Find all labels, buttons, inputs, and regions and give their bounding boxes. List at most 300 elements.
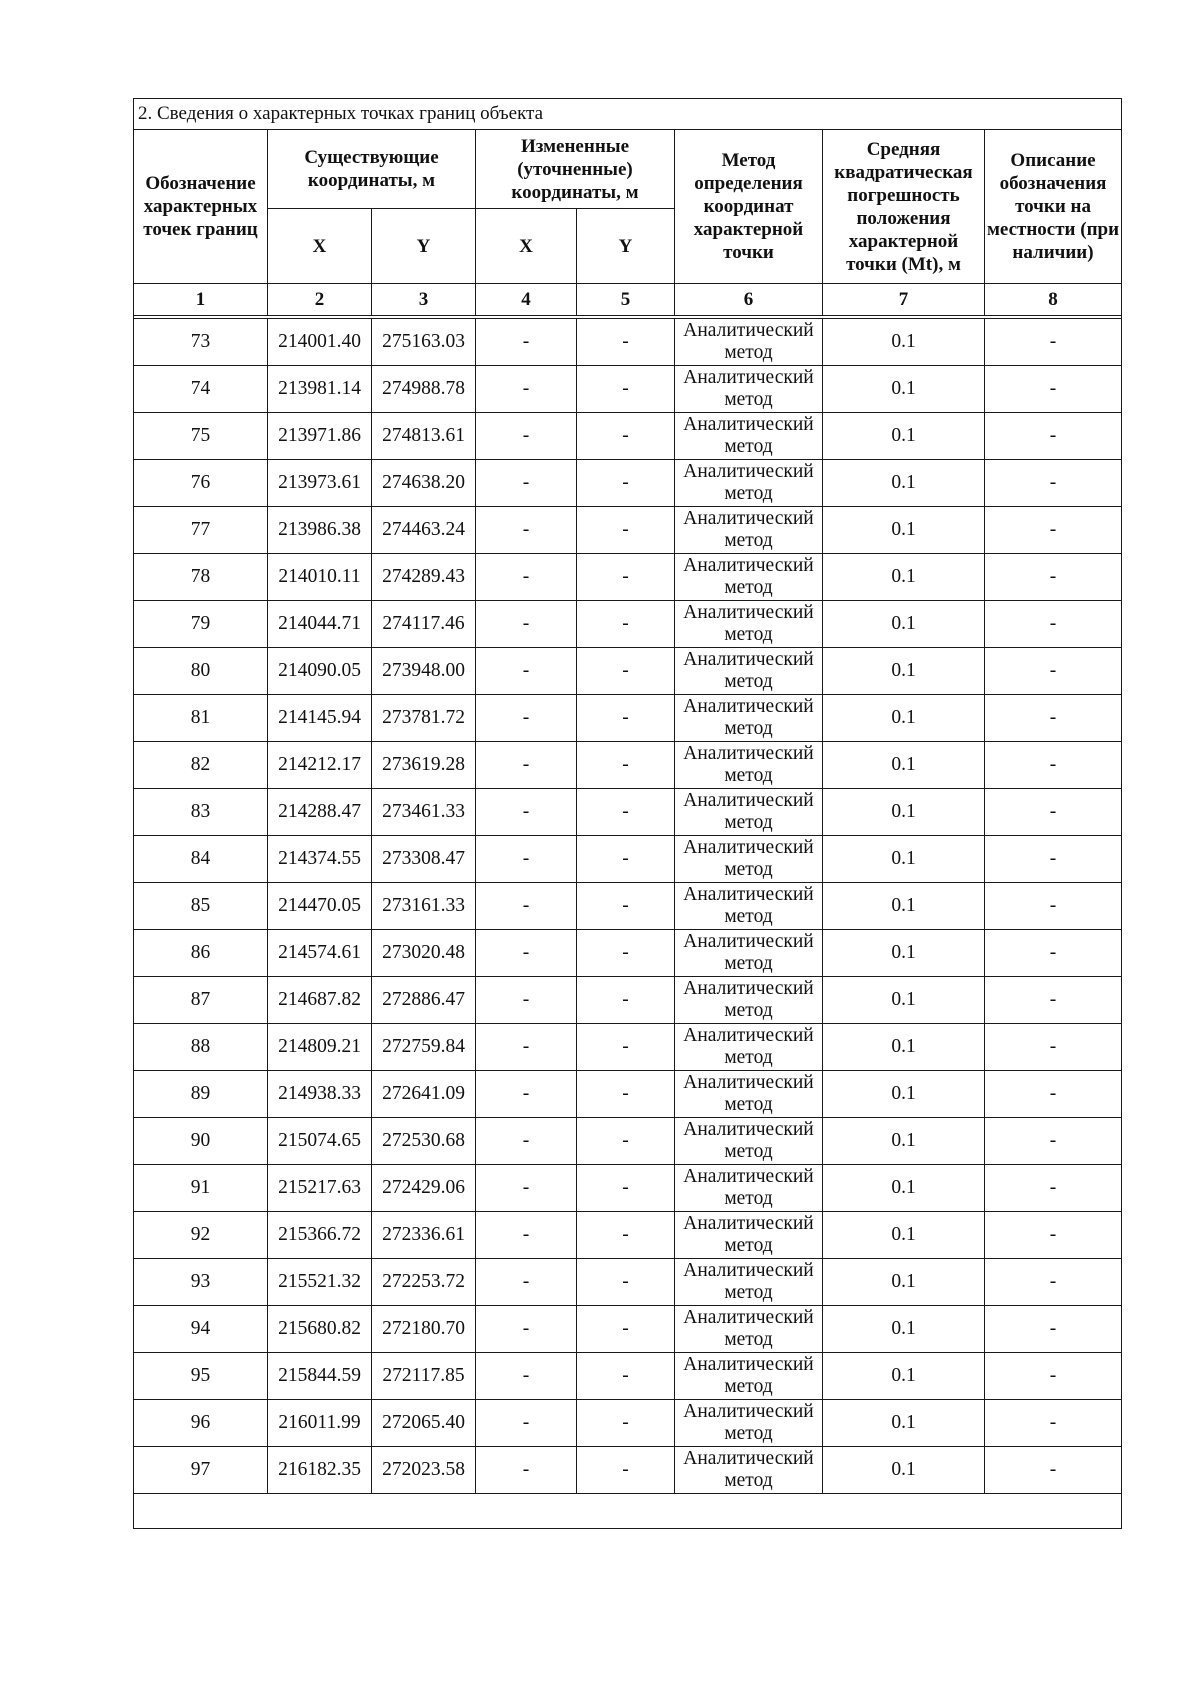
description-cell: -: [985, 836, 1122, 883]
existing-x-cell: 214145.94: [268, 695, 372, 742]
description-cell: -: [985, 507, 1122, 554]
table-row: [134, 1212, 1122, 1259]
description-cell: -: [985, 1071, 1122, 1118]
header-existing-x: X: [268, 209, 372, 284]
changed-y-cell: -: [577, 1118, 675, 1165]
changed-y-cell: -: [577, 648, 675, 695]
method-label-line2: метод: [724, 859, 773, 880]
existing-y-cell: 273619.28: [372, 742, 476, 789]
description-cell: -: [985, 883, 1122, 930]
column-number: 4: [476, 284, 577, 316]
changed-y-cell: -: [577, 1071, 675, 1118]
point-id-cell: 82: [134, 742, 268, 789]
description-cell: -: [985, 319, 1122, 366]
existing-y-cell: 273308.47: [372, 836, 476, 883]
existing-y-cell: 272530.68: [372, 1118, 476, 1165]
changed-x-cell: -: [476, 1212, 577, 1259]
table-row: [134, 460, 1122, 507]
method-cell: [675, 836, 823, 883]
method-label-line2: метод: [724, 530, 773, 551]
changed-y-cell: -: [577, 695, 675, 742]
changed-y-cell: -: [577, 366, 675, 413]
method-cell: [675, 1212, 823, 1259]
point-id-cell: 79: [134, 601, 268, 648]
method-cell: [675, 1306, 823, 1353]
mean-square-error-cell: 0.1: [823, 1024, 985, 1071]
method-label-line2: метод: [724, 483, 773, 504]
changed-x-cell: -: [476, 1353, 577, 1400]
column-number: 7: [823, 284, 985, 316]
changed-x-cell: -: [476, 742, 577, 789]
method-cell: [675, 789, 823, 836]
method-label-line1: Аналитический: [683, 1072, 814, 1093]
method-label-line2: метод: [724, 1235, 773, 1256]
point-id-cell: 81: [134, 695, 268, 742]
method-label-line1: Аналитический: [683, 320, 814, 341]
changed-x-cell: -: [476, 977, 577, 1024]
point-id-cell: 85: [134, 883, 268, 930]
point-id-cell: 86: [134, 930, 268, 977]
method-label-line2: метод: [724, 906, 773, 927]
changed-x-cell: -: [476, 1447, 577, 1494]
method-label-line2: метод: [724, 1000, 773, 1021]
existing-y-cell: 274638.20: [372, 460, 476, 507]
point-id-cell: 89: [134, 1071, 268, 1118]
changed-y-cell: -: [577, 413, 675, 460]
table-row: [134, 1071, 1122, 1118]
method-cell: [675, 1259, 823, 1306]
header-changed-y: Y: [577, 209, 675, 284]
existing-x-cell: 213971.86: [268, 413, 372, 460]
description-cell: -: [985, 1259, 1122, 1306]
existing-x-cell: 215217.63: [268, 1165, 372, 1212]
existing-y-cell: 273161.33: [372, 883, 476, 930]
point-id-cell: 87: [134, 977, 268, 1024]
method-label-line2: метод: [724, 1047, 773, 1068]
description-cell: -: [985, 1400, 1122, 1447]
changed-y-cell: -: [577, 1400, 675, 1447]
method-label-line2: метод: [724, 1470, 773, 1491]
method-cell: [675, 319, 823, 366]
mean-square-error-cell: 0.1: [823, 507, 985, 554]
changed-y-cell: -: [577, 742, 675, 789]
table-row: [134, 507, 1122, 554]
existing-x-cell: 214374.55: [268, 836, 372, 883]
changed-y-cell: -: [577, 883, 675, 930]
point-id-cell: 91: [134, 1165, 268, 1212]
existing-x-cell: 215074.65: [268, 1118, 372, 1165]
method-label-line1: Аналитический: [683, 414, 814, 435]
table-row: [134, 742, 1122, 789]
changed-x-cell: -: [476, 1259, 577, 1306]
mean-square-error-cell: 0.1: [823, 460, 985, 507]
method-label-line2: метод: [724, 1141, 773, 1162]
method-label-line2: метод: [724, 1188, 773, 1209]
table-row: [134, 1353, 1122, 1400]
point-id-cell: 78: [134, 554, 268, 601]
changed-y-cell: -: [577, 1212, 675, 1259]
method-label-line1: Аналитический: [683, 1260, 814, 1281]
existing-x-cell: 215521.32: [268, 1259, 372, 1306]
changed-y-cell: -: [577, 930, 675, 977]
changed-x-cell: -: [476, 1165, 577, 1212]
method-cell: [675, 601, 823, 648]
point-id-cell: 88: [134, 1024, 268, 1071]
table-row: [134, 836, 1122, 883]
method-cell: [675, 1071, 823, 1118]
method-label-line2: метод: [724, 624, 773, 645]
column-number: 5: [577, 284, 675, 316]
existing-x-cell: 214044.71: [268, 601, 372, 648]
changed-y-cell: -: [577, 1306, 675, 1353]
changed-y-cell: -: [577, 1259, 675, 1306]
mean-square-error-cell: 0.1: [823, 319, 985, 366]
existing-y-cell: 274463.24: [372, 507, 476, 554]
table-row: [134, 1259, 1122, 1306]
method-label-line2: метод: [724, 1376, 773, 1397]
description-cell: -: [985, 1212, 1122, 1259]
existing-y-cell: 272429.06: [372, 1165, 476, 1212]
description-cell: -: [985, 742, 1122, 789]
method-label-line1: Аналитический: [683, 1025, 814, 1046]
method-label-line1: Аналитический: [683, 1354, 814, 1375]
changed-x-cell: -: [476, 366, 577, 413]
changed-x-cell: -: [476, 1024, 577, 1071]
changed-y-cell: -: [577, 1024, 675, 1071]
point-id-cell: 73: [134, 319, 268, 366]
method-label-line1: Аналитический: [683, 602, 814, 623]
point-id-cell: 80: [134, 648, 268, 695]
changed-y-cell: -: [577, 977, 675, 1024]
mean-square-error-cell: 0.1: [823, 1165, 985, 1212]
existing-x-cell: 213981.14: [268, 366, 372, 413]
description-cell: -: [985, 977, 1122, 1024]
existing-x-cell: 214288.47: [268, 789, 372, 836]
column-number: 2: [268, 284, 372, 316]
method-label-line1: Аналитический: [683, 978, 814, 999]
table-row: [134, 883, 1122, 930]
description-cell: -: [985, 695, 1122, 742]
empty-footer-row: [134, 1494, 1122, 1529]
method-label-line2: метод: [724, 577, 773, 598]
empty-footer-cell: [134, 1494, 1122, 1529]
description-cell: -: [985, 648, 1122, 695]
existing-y-cell: 272065.40: [372, 1400, 476, 1447]
description-cell: -: [985, 366, 1122, 413]
changed-x-cell: -: [476, 789, 577, 836]
method-label-line1: Аналитический: [683, 931, 814, 952]
changed-x-cell: -: [476, 1400, 577, 1447]
mean-square-error-cell: 0.1: [823, 883, 985, 930]
point-id-cell: 74: [134, 366, 268, 413]
existing-x-cell: 214809.21: [268, 1024, 372, 1071]
changed-x-cell: -: [476, 460, 577, 507]
method-cell: [675, 1165, 823, 1212]
mean-square-error-cell: 0.1: [823, 601, 985, 648]
changed-x-cell: -: [476, 507, 577, 554]
existing-y-cell: 275163.03: [372, 319, 476, 366]
method-cell: [675, 413, 823, 460]
column-number: 3: [372, 284, 476, 316]
existing-x-cell: 214687.82: [268, 977, 372, 1024]
column-number: 6: [675, 284, 823, 316]
existing-y-cell: 272180.70: [372, 1306, 476, 1353]
existing-x-cell: 214574.61: [268, 930, 372, 977]
method-label-line2: метод: [724, 436, 773, 457]
existing-y-cell: 272641.09: [372, 1071, 476, 1118]
table-row: [134, 1024, 1122, 1071]
changed-x-cell: -: [476, 930, 577, 977]
point-id-cell: 83: [134, 789, 268, 836]
method-cell: [675, 460, 823, 507]
changed-x-cell: -: [476, 695, 577, 742]
point-id-cell: 76: [134, 460, 268, 507]
existing-x-cell: 215680.82: [268, 1306, 372, 1353]
method-label-line1: Аналитический: [683, 461, 814, 482]
changed-x-cell: -: [476, 883, 577, 930]
method-label-line1: Аналитический: [683, 508, 814, 529]
description-cell: -: [985, 1118, 1122, 1165]
method-label-line2: метод: [724, 1329, 773, 1350]
method-label-line1: Аналитический: [683, 555, 814, 576]
changed-x-cell: -: [476, 601, 577, 648]
method-label-line1: Аналитический: [683, 837, 814, 858]
mean-square-error-cell: 0.1: [823, 977, 985, 1024]
method-label-line2: метод: [724, 765, 773, 786]
existing-x-cell: 213973.61: [268, 460, 372, 507]
method-label-line1: Аналитический: [683, 1166, 814, 1187]
existing-y-cell: 272336.61: [372, 1212, 476, 1259]
existing-y-cell: 274289.43: [372, 554, 476, 601]
existing-x-cell: 216182.35: [268, 1447, 372, 1494]
method-label-line1: Аналитический: [683, 367, 814, 388]
changed-y-cell: -: [577, 319, 675, 366]
existing-x-cell: 214470.05: [268, 883, 372, 930]
method-label-line2: метод: [724, 389, 773, 410]
boundary-points-table: [133, 98, 1122, 1529]
mean-square-error-cell: 0.1: [823, 1118, 985, 1165]
header-changed-x: X: [476, 209, 577, 284]
mean-square-error-cell: 0.1: [823, 742, 985, 789]
method-label-line2: метод: [724, 1282, 773, 1303]
changed-y-cell: -: [577, 1353, 675, 1400]
changed-x-cell: -: [476, 836, 577, 883]
existing-x-cell: 214090.05: [268, 648, 372, 695]
method-cell: [675, 1118, 823, 1165]
changed-x-cell: -: [476, 1118, 577, 1165]
mean-square-error-cell: 0.1: [823, 789, 985, 836]
method-cell: [675, 648, 823, 695]
table-row: [134, 1118, 1122, 1165]
existing-y-cell: 274117.46: [372, 601, 476, 648]
table-row: [134, 319, 1122, 366]
method-label-line2: метод: [724, 671, 773, 692]
description-cell: -: [985, 413, 1122, 460]
point-id-cell: 97: [134, 1447, 268, 1494]
method-label-line1: Аналитический: [683, 649, 814, 670]
section-title-row: [134, 99, 1122, 130]
table-row: [134, 977, 1122, 1024]
table-row: [134, 554, 1122, 601]
header-existing-coordinates: Существующие координаты, м: [268, 130, 476, 209]
changed-x-cell: -: [476, 319, 577, 366]
point-id-cell: 92: [134, 1212, 268, 1259]
existing-y-cell: 273781.72: [372, 695, 476, 742]
existing-y-cell: 272023.58: [372, 1447, 476, 1494]
existing-x-cell: 215844.59: [268, 1353, 372, 1400]
point-id-cell: 77: [134, 507, 268, 554]
header-point-designation: Обозначение характерных точек границ: [134, 130, 268, 284]
point-id-cell: 75: [134, 413, 268, 460]
table-row: [134, 695, 1122, 742]
table-row: [134, 1447, 1122, 1494]
method-cell: [675, 1447, 823, 1494]
mean-square-error-cell: 0.1: [823, 1353, 985, 1400]
existing-y-cell: 272759.84: [372, 1024, 476, 1071]
table-row: [134, 930, 1122, 977]
table-row: [134, 413, 1122, 460]
method-label-line1: Аналитический: [683, 1307, 814, 1328]
method-label-line2: метод: [724, 1423, 773, 1444]
method-cell: [675, 1400, 823, 1447]
method-cell: [675, 1024, 823, 1071]
existing-y-cell: 273948.00: [372, 648, 476, 695]
table-row: [134, 1306, 1122, 1353]
method-label-line1: Аналитический: [683, 1213, 814, 1234]
column-number-row: [134, 284, 1122, 316]
method-cell: [675, 554, 823, 601]
method-label-line1: Аналитический: [683, 696, 814, 717]
existing-x-cell: 214010.11: [268, 554, 372, 601]
existing-x-cell: 214938.33: [268, 1071, 372, 1118]
changed-x-cell: -: [476, 554, 577, 601]
existing-y-cell: 272117.85: [372, 1353, 476, 1400]
header-method: Метод определения координат характерной точки: [675, 130, 823, 284]
method-label-line1: Аналитический: [683, 743, 814, 764]
mean-square-error-cell: 0.1: [823, 648, 985, 695]
point-id-cell: 93: [134, 1259, 268, 1306]
changed-y-cell: -: [577, 601, 675, 648]
mean-square-error-cell: 0.1: [823, 1306, 985, 1353]
column-number: 8: [985, 284, 1122, 316]
existing-y-cell: 274988.78: [372, 366, 476, 413]
existing-y-cell: 272253.72: [372, 1259, 476, 1306]
existing-y-cell: 273020.48: [372, 930, 476, 977]
header-row-top: [134, 130, 1122, 209]
method-cell: [675, 930, 823, 977]
table-row: [134, 648, 1122, 695]
mean-square-error-cell: 0.1: [823, 1071, 985, 1118]
description-cell: -: [985, 1165, 1122, 1212]
description-cell: -: [985, 554, 1122, 601]
mean-square-error-cell: 0.1: [823, 695, 985, 742]
table-row: [134, 1165, 1122, 1212]
description-cell: -: [985, 1306, 1122, 1353]
header-changed-coordinates: Измененные (уточненные) координаты, м: [476, 130, 675, 209]
existing-x-cell: 214001.40: [268, 319, 372, 366]
changed-y-cell: -: [577, 507, 675, 554]
existing-y-cell: 274813.61: [372, 413, 476, 460]
existing-x-cell: 216011.99: [268, 1400, 372, 1447]
mean-square-error-cell: 0.1: [823, 366, 985, 413]
point-id-cell: 94: [134, 1306, 268, 1353]
description-cell: -: [985, 1447, 1122, 1494]
mean-square-error-cell: 0.1: [823, 1447, 985, 1494]
boundary-points-document: [133, 98, 1121, 1529]
mean-square-error-cell: 0.1: [823, 1400, 985, 1447]
point-id-cell: 90: [134, 1118, 268, 1165]
changed-x-cell: -: [476, 1306, 577, 1353]
existing-x-cell: 214212.17: [268, 742, 372, 789]
method-cell: [675, 977, 823, 1024]
method-label-line2: метод: [724, 342, 773, 363]
description-cell: -: [985, 1353, 1122, 1400]
method-cell: [675, 366, 823, 413]
header-existing-y: Y: [372, 209, 476, 284]
table-row: [134, 366, 1122, 413]
existing-y-cell: 273461.33: [372, 789, 476, 836]
mean-square-error-cell: 0.1: [823, 930, 985, 977]
changed-y-cell: -: [577, 554, 675, 601]
point-id-cell: 96: [134, 1400, 268, 1447]
description-cell: -: [985, 601, 1122, 648]
method-cell: [675, 507, 823, 554]
changed-y-cell: -: [577, 460, 675, 507]
method-label-line2: метод: [724, 718, 773, 739]
column-number: 1: [134, 284, 268, 316]
changed-y-cell: -: [577, 789, 675, 836]
mean-square-error-cell: 0.1: [823, 1212, 985, 1259]
method-label-line2: метод: [724, 1094, 773, 1115]
existing-y-cell: 272886.47: [372, 977, 476, 1024]
method-cell: [675, 883, 823, 930]
mean-square-error-cell: 0.1: [823, 554, 985, 601]
changed-x-cell: -: [476, 648, 577, 695]
method-label-line1: Аналитический: [683, 790, 814, 811]
method-label-line1: Аналитический: [683, 1401, 814, 1422]
changed-y-cell: -: [577, 1447, 675, 1494]
method-label-line2: метод: [724, 953, 773, 974]
method-cell: [675, 695, 823, 742]
mean-square-error-cell: 0.1: [823, 1259, 985, 1306]
description-cell: -: [985, 1024, 1122, 1071]
table-row: [134, 1400, 1122, 1447]
mean-square-error-cell: 0.1: [823, 413, 985, 460]
method-cell: [675, 1353, 823, 1400]
changed-x-cell: -: [476, 1071, 577, 1118]
header-point-description: Описание обозначения точки на местности (при наличии): [985, 130, 1122, 284]
method-label-line2: метод: [724, 812, 773, 833]
point-id-cell: 95: [134, 1353, 268, 1400]
section-title: 2. Сведения о характерных точках границ объекта: [134, 99, 1122, 130]
table-row: [134, 601, 1122, 648]
header-mean-square-error: Средняя квадратическая погрешность положения характерной точки (Mt), м: [823, 130, 985, 284]
method-label-line1: Аналитический: [683, 1119, 814, 1140]
changed-x-cell: -: [476, 413, 577, 460]
existing-x-cell: 215366.72: [268, 1212, 372, 1259]
method-label-line1: Аналитический: [683, 884, 814, 905]
method-label-line1: Аналитический: [683, 1448, 814, 1469]
description-cell: -: [985, 789, 1122, 836]
table-row: [134, 789, 1122, 836]
existing-x-cell: 213986.38: [268, 507, 372, 554]
changed-y-cell: -: [577, 836, 675, 883]
description-cell: -: [985, 930, 1122, 977]
point-id-cell: 84: [134, 836, 268, 883]
mean-square-error-cell: 0.1: [823, 836, 985, 883]
changed-y-cell: -: [577, 1165, 675, 1212]
description-cell: -: [985, 460, 1122, 507]
